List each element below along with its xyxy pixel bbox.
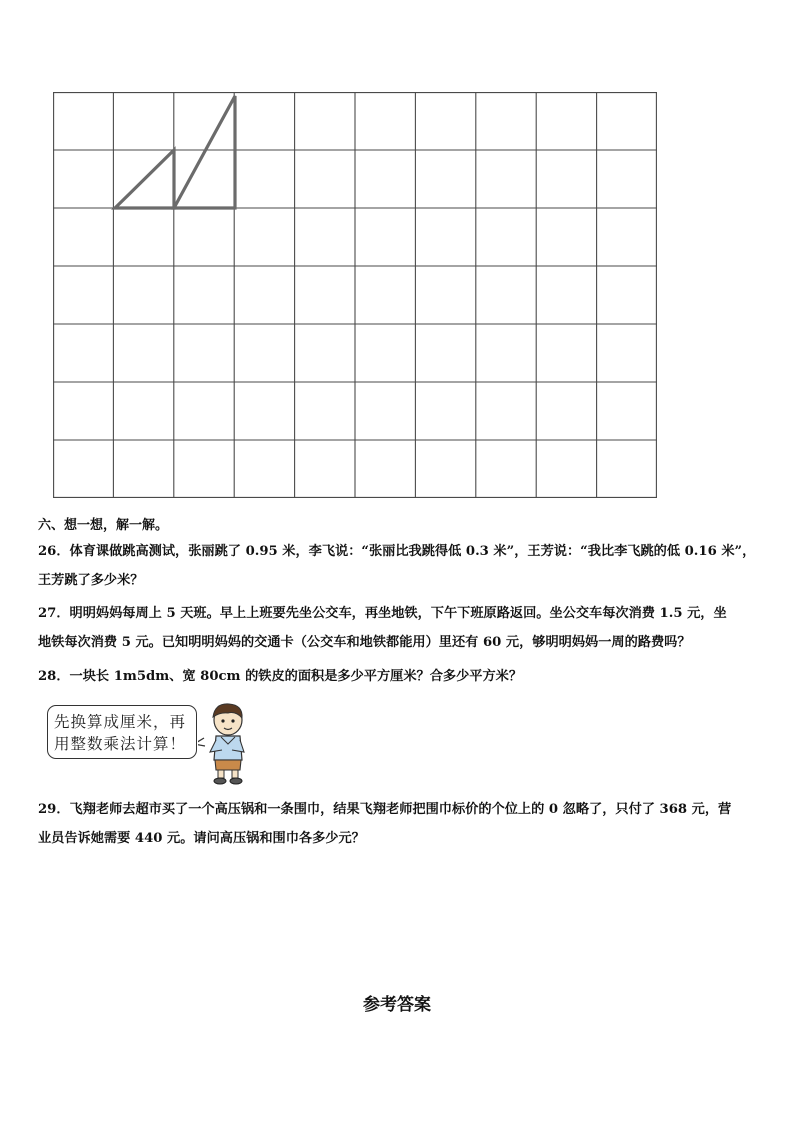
small-triangle (115, 150, 174, 208)
answer-section-title: 参考答案 (363, 995, 431, 1015)
square-grid (53, 92, 657, 498)
question-line: 28．一块长 1m5dm、宽 80cm 的铁皮的面积是多少平方厘米？合多少平方米？ (38, 669, 523, 684)
section-title: 六、想一想，解一解。 (38, 518, 169, 533)
question-27 (38, 599, 760, 657)
question-28 (38, 662, 760, 691)
boy-illustration (198, 700, 256, 785)
question-29 (38, 795, 760, 853)
question-26 (38, 537, 760, 595)
speech-bubble (47, 705, 197, 759)
question-line: 26．体育课做跳高测试，张丽跳了 0.95 米，李飞说：“张丽比我跳得低 0.3 米”，王芳说：“我比李飞跳的低 0.16 米”， (38, 544, 756, 559)
question-line: 27．明明妈妈每周上 5 天班。早上上班要先坐公交车，再坐地铁，下午下班原路返回。坐公交车每次消费 1.5 元，坐 (38, 606, 727, 621)
grid-figure (53, 92, 657, 498)
speech-bubble-text (54, 711, 194, 755)
question-line: 业员告诉她需要 440 元。请问高压锅和围巾各多少元？ (38, 831, 365, 846)
question-line: 王芳跳了多少米？ (38, 573, 144, 588)
question-line: 地铁每次消费 5 元。已知明明妈妈的交通卡（公交车和地铁都能用）里还有 60 元，够明明妈妈一周的路费吗？ (38, 635, 691, 650)
bubble-line: 先换算成厘米，再 (54, 713, 187, 731)
large-triangle (174, 96, 235, 208)
question-line: 29．飞翔老师去超市买了一个高压锅和一条围巾，结果飞翔老师把围巾标价的个位上的 0 忽略了，只付了 368 元，营 (38, 802, 732, 817)
bubble-line: 用整数乘法计算！ (54, 735, 187, 753)
